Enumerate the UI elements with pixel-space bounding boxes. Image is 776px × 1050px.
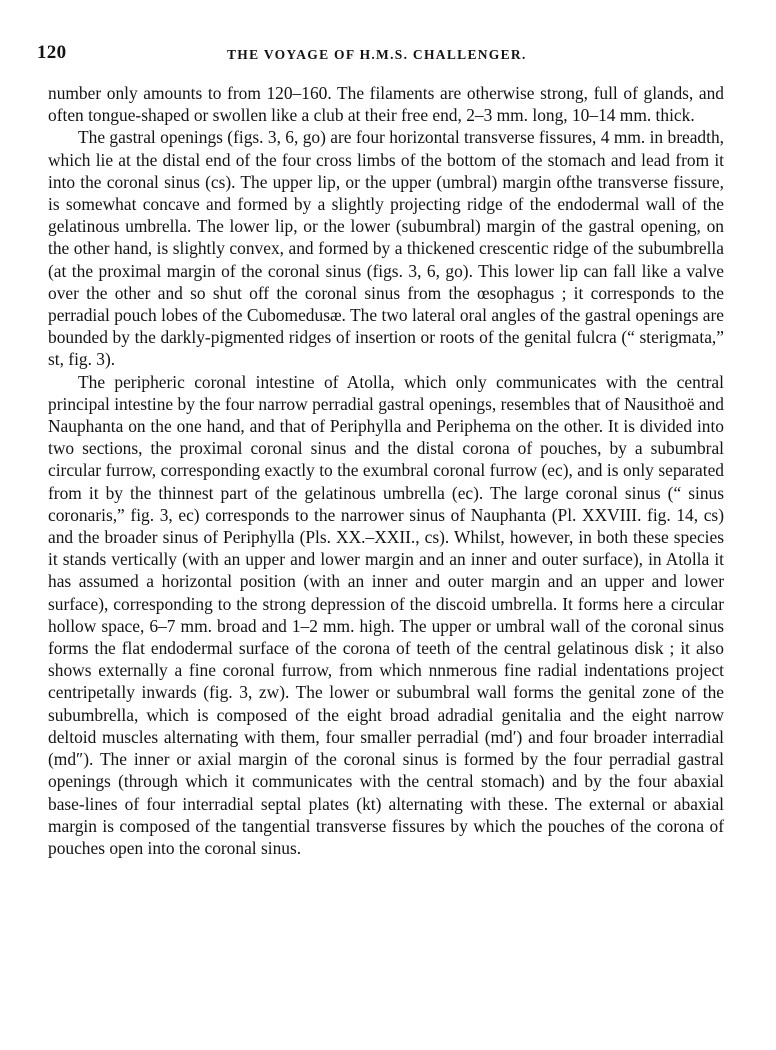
paragraph-coronal-intestine: The peripheric coronal intestine of Atolla, which only communicates with the central principal intestine by the four narrow perradial gastral openings, resembles that of Nausithoë and Nauphanta on the one hand, and that of Periphylla and Periphema on the other. It is divided into two sections, the proximal coronal sinus and the distal corona of pouches, by a subumbral circular furrow, corresponding exactly to the exumbral coronal furrow (ec), and is only separated from it by the thinnest part of the gelatinous umbrella (ec). The large coronal sinus (“ sinus coronaris,” fig. 3, ec) corresponds to the narrower sinus of Nauphanta (Pl. XXVIII. fig. 14, cs) and the broader sinus of Periphylla (Pls. XX.–XXII., cs). Whilst, however, in both these species it stands vertically (with an upper and lower margin and an inner and outer surface), in Atolla it has assumed a horizontal position (with an inner and outer margin and an upper and lower surface), corresponding to the strong depression of the discoid umbrella. It forms here a circular hollow space, 6–7 mm. broad and 1–2 mm. high. The upper or umbral wall of the coronal sinus forms the flat endodermal surface of the corona of teeth of the central gelatinous disk ; it also shows externally a fine coronal furrow, from which nnmerous fine radial indentations project centripetally inwards (fig. 3, zw). The lower or subumbral wall forms the genital zone of the subumbrella, which is composed of the eight broad adradial genitalia and the eight narrow deltoid muscles alternating with them, four smaller perradial (md′) and four broader interradial (md″). The inner or axial margin of the coronal sinus is formed by the four perradial gastral openings (through which it communicates with the central stomach) and by the four abaxial base-lines of four interradial septal plates (kt) alternating with these. The external or abaxial margin is composed of the tangential transverse fissures by which the pouches of the corona of pouches open into the coronal sinus.	[48, 371, 724, 858]
page-header	[37, 42, 737, 72]
running-title: THE VOYAGE OF H.M.S. CHALLENGER.	[227, 47, 527, 62]
paragraph-gastral-openings: The gastral openings (figs. 3, 6, go) are four horizontal transverse fissures, 4 mm. in breadth, which lie at the distal end of the four cross limbs of the bottom of the stomach and lead from it into the coronal sinus (cs). The upper lip, or the upper (umbral) margin ofthe transverse fissure, is somewhat concave and formed by a slightly projecting ridge of the endodermal wall of the gelatinous umbrella. The lower lip, or the lower (subumbral) margin of the gastral opening, on the other hand, is slightly convex, and formed by a thickened crescentic ridge of the subumbrella (at the proximal margin of the coronal sinus (figs. 3, 6, go). This lower lip can fall like a valve over the other and so shut off the coronal sinus from the œsophagus ; it corresponds to the perradial pouch lobes of the Cubomedusæ. The two lateral oral angles of the gastral openings are bounded by the darkly-pigmented ridges of insertion or roots of the genital fulcra (“ sterigmata,” st, fig. 3).	[48, 127, 724, 370]
page-number: 120	[37, 42, 67, 63]
paragraph-continuation: number only amounts to from 120–160. The filaments are otherwise strong, full of glands, and often tongue-shaped or swollen like a club at their free end, 2–3 mm. long, 10–14 mm. thick.	[48, 83, 724, 126]
body-text	[48, 82, 724, 859]
